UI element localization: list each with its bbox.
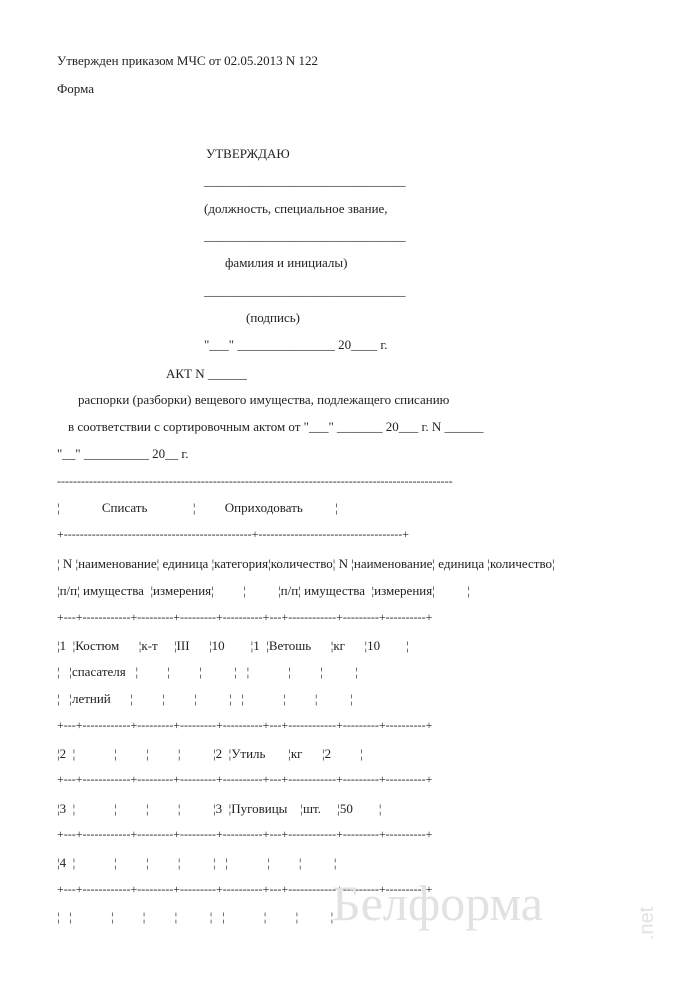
- form-label: Форма: [57, 81, 94, 96]
- table-row-separator: +---+------------+---------+---------+----------+---+------------+---------+----------+: [57, 718, 433, 732]
- act-title: АКТ N ______: [166, 366, 247, 381]
- act-description-line-2: в соответствии с сортировочным актом от "___" _______ 20___ г. N ______: [68, 419, 484, 434]
- table-row: ¦4 ¦ ¦ ¦ ¦ ¦ ¦ ¦ ¦ ¦: [57, 855, 337, 870]
- approve-caption-name: фамилия и инициалы): [225, 255, 348, 270]
- table-row-separator: +---+------------+---------+---------+----------+---+------------+---------+----------+: [57, 610, 433, 624]
- table-row: ¦ ¦ ¦ ¦ ¦ ¦ ¦ ¦ ¦ ¦: [57, 909, 334, 924]
- watermark-domain: .net: [636, 906, 658, 940]
- table-row: ¦ ¦летний ¦ ¦ ¦ ¦ ¦ ¦ ¦ ¦: [57, 691, 353, 706]
- act-date: "__" __________ 20__ г.: [57, 446, 189, 461]
- table-row: ¦1 ¦Костюм ¦к-т ¦III ¦10 ¦1 ¦Ветошь ¦кг ¦10 ¦: [57, 638, 409, 653]
- table-row-separator: +---+------------+---------+---------+----------+---+------------+---------+----------+: [57, 882, 433, 896]
- table-row: ¦ ¦спасателя ¦ ¦ ¦ ¦ ¦ ¦ ¦ ¦: [57, 664, 358, 679]
- table-group-header: ¦ Списать ¦ Оприходовать ¦: [57, 500, 338, 515]
- table-row-separator: +---+------------+---------+---------+----------+---+------------+---------+----------+: [57, 772, 433, 786]
- watermark-logo: Белформа: [332, 875, 543, 931]
- table-group-separator: +-----------------------------------------------+------------------------------------+: [57, 527, 409, 541]
- approve-signature-line-2: _______________________________: [204, 228, 406, 243]
- table-row: ¦3 ¦ ¦ ¦ ¦ ¦3 ¦Пуговицы ¦шт. ¦50 ¦: [57, 801, 382, 816]
- table-row-separator: +---+------------+---------+---------+----------+---+------------+---------+----------+: [57, 827, 433, 841]
- approve-signature-line-3: _______________________________: [204, 283, 406, 298]
- table-column-header-1: ¦ N ¦наименование¦ единица ¦категория¦количество¦ N ¦наименование¦ единица ¦количество¦: [57, 556, 555, 571]
- table-row: ¦2 ¦ ¦ ¦ ¦ ¦2 ¦Утиль ¦кг ¦2 ¦: [57, 746, 363, 761]
- table-top-rule: ---------------------------------------------------------------------------------------------------: [57, 474, 453, 488]
- approve-date: "___" _______________ 20____ г.: [204, 337, 388, 352]
- act-description-line-1: распорки (разборки) вещевого имущества, подлежащего списанию: [78, 392, 450, 407]
- approve-caption-position: (должность, специальное звание,: [204, 201, 388, 216]
- approve-caption-signature: (подпись): [246, 310, 300, 325]
- table-column-header-2: ¦п/п¦ имущества ¦измерения¦ ¦ ¦п/п¦ имущества ¦измерения¦ ¦: [57, 583, 470, 598]
- approve-title: УТВЕРЖДАЮ: [206, 146, 290, 161]
- approval-line: Утвержден приказом МЧС от 02.05.2013 N 122: [57, 53, 318, 68]
- approve-signature-line-1: _______________________________: [204, 173, 406, 188]
